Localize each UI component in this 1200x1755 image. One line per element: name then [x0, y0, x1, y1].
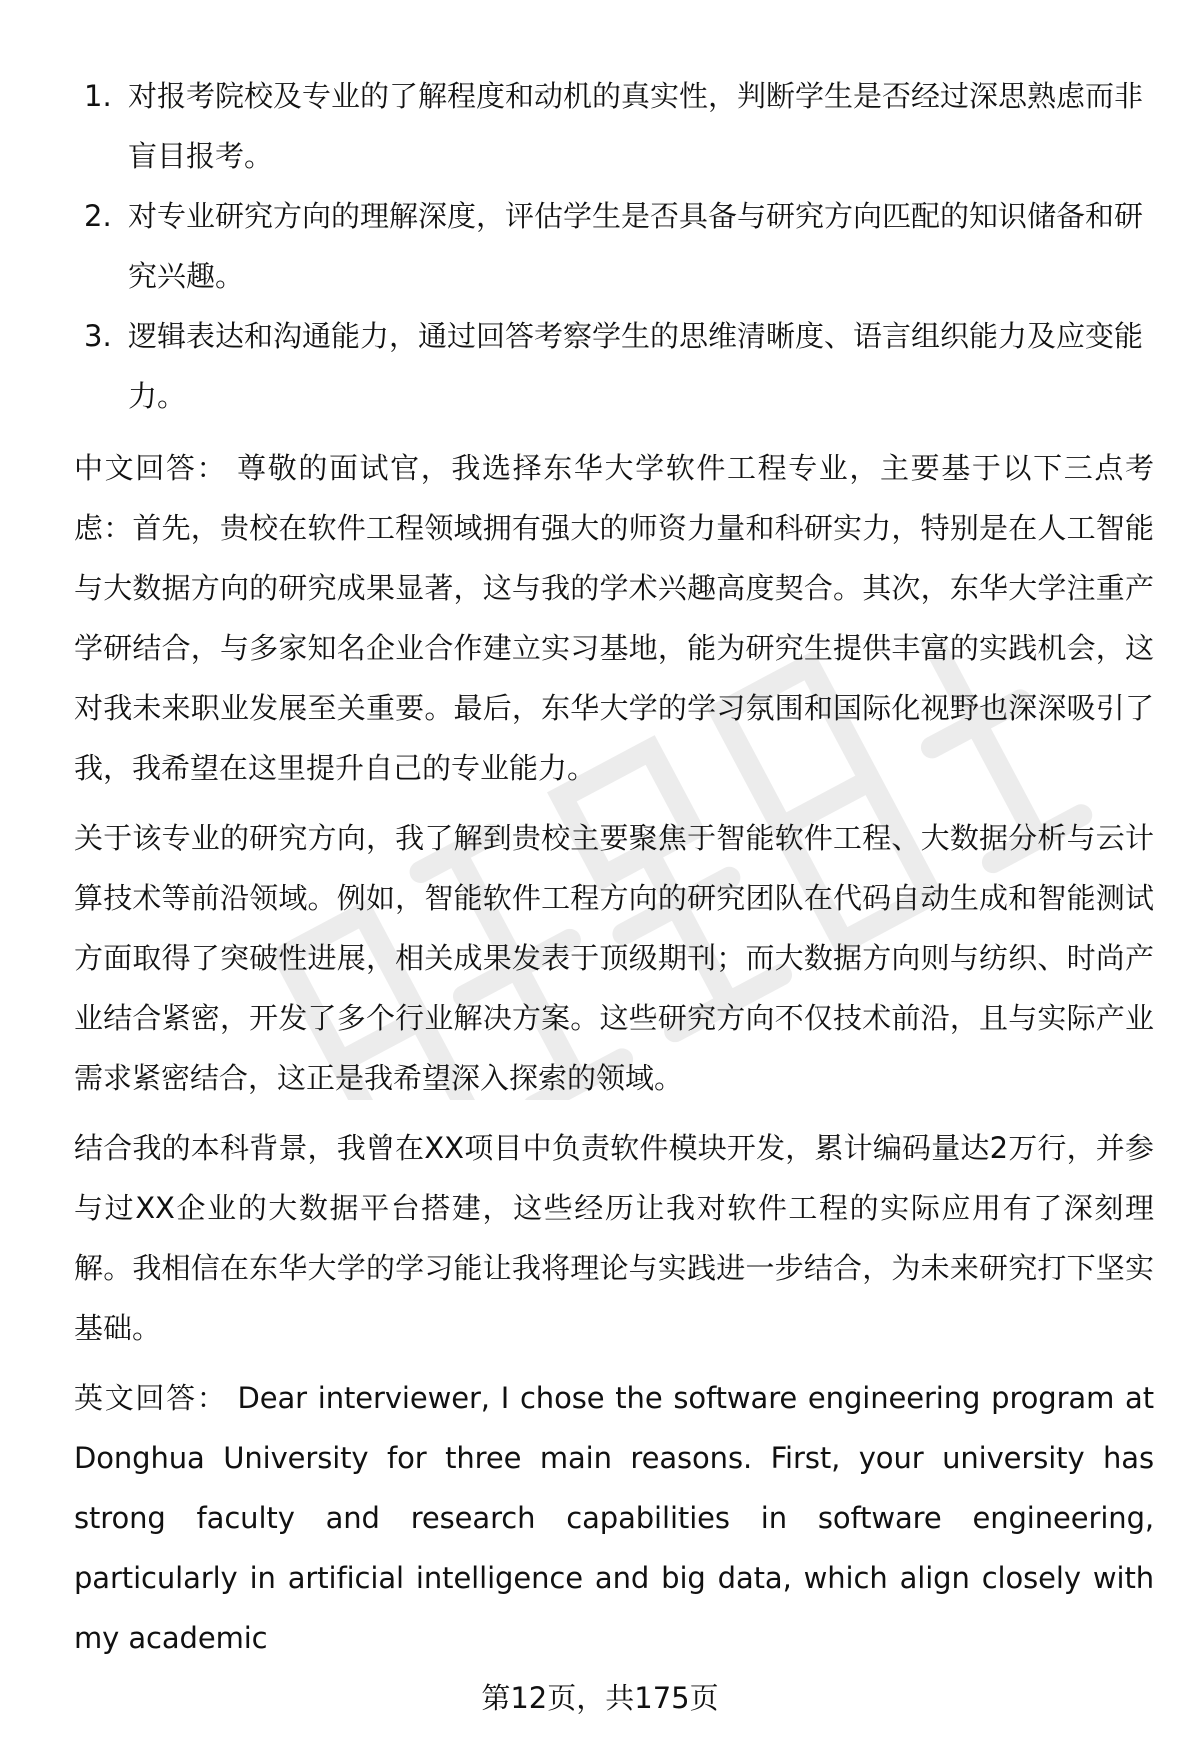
document-body: [74, 66, 1154, 1668]
list-item-number: 2.: [84, 199, 112, 233]
paragraph-text: 结合我的本科背景，我曾在XX项目中负责软件模块开发，累计编码量达2万行，并参与过XX企业的大数据平台搭建，这些经历让我对软件工程的实际应用有了深刻理解。我相信在东华大学的学习能让我将理论与实践进一步结合，为未来研究打下坚实基础。: [74, 1131, 1154, 1345]
list-item-text: 对专业研究方向的理解深度，评估学生是否具备与研究方向匹配的知识储备和研究兴趣。: [128, 199, 1144, 293]
list-item-text: 对报考院校及专业的了解程度和动机的真实性，判断学生是否经过深思熟虑而非盲目报考。: [128, 79, 1144, 173]
page-footer: [0, 1668, 1200, 1728]
research-direction-paragraph: [74, 808, 1154, 1108]
list-item: [74, 306, 1154, 426]
paragraph-text: Dear interviewer, I chose the software engineering program at Donghua University for three main reasons. First, your university has strong faculty and research capabilities in software engineering, particularly in artificial intelligence and big data, which align closely with my academic: [74, 1381, 1154, 1655]
english-answer-paragraph: [74, 1368, 1154, 1668]
list-item-number: 1.: [84, 79, 112, 113]
english-answer-label: 英文回答：: [74, 1381, 228, 1415]
page-indicator: 第12页，共175页: [481, 1681, 719, 1715]
chinese-answer-paragraph: [74, 438, 1154, 798]
chinese-answer-label: 中文回答：: [74, 451, 228, 485]
paragraph-text: 关于该专业的研究方向，我了解到贵校主要聚焦于智能软件工程、大数据分析与云计算技术等前沿领域。例如，智能软件工程方向的研究团队在代码自动生成和智能测试方面取得了突破性进展，相关成果发表于顶级期刊；而大数据方向则与纺织、时尚产业结合紧密，开发了多个行业解决方案。这些研究方向不仅技术前沿，且与实际产业需求紧密结合，这正是我希望深入探索的领域。: [74, 821, 1154, 1095]
list-item: [74, 186, 1154, 306]
list-item-number: 3.: [84, 319, 112, 353]
paragraph-text: 尊敬的面试官，我选择东华大学软件工程专业，主要基于以下三点考虑：首先，贵校在软件工程领域拥有强大的师资力量和科研实力，特别是在人工智能与大数据方向的研究成果显著，这与我的学术兴趣高度契合。其次，东华大学注重产学研结合，与多家知名企业合作建立实习基地，能为研究生提供丰富的实践机会，这对我未来职业发展至关重要。最后，东华大学的学习氛围和国际化视野也深深吸引了我，我希望在这里提升自己的专业能力。: [74, 451, 1154, 785]
list-item: [74, 66, 1154, 186]
list-item-text: 逻辑表达和沟通能力，通过回答考察学生的思维清晰度、语言组织能力及应变能力。: [128, 319, 1144, 413]
background-paragraph: [74, 1118, 1154, 1358]
evaluation-criteria-list: [74, 66, 1154, 426]
